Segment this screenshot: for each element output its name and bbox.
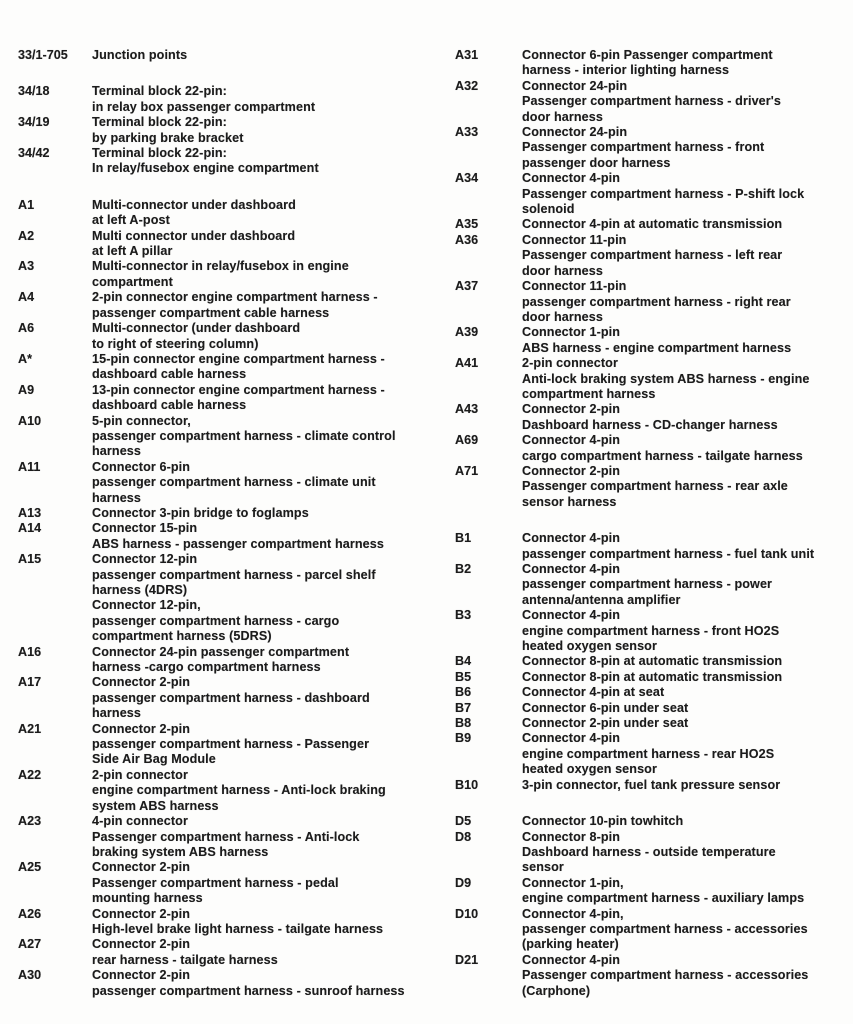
entry-code: A36 [455, 232, 479, 247]
entry-code: A71 [455, 463, 479, 478]
legend-entry [455, 716, 847, 731]
entry-description-line: Side Air Bag Module [92, 752, 216, 767]
legend-entry [18, 146, 432, 177]
entry-description [92, 645, 432, 676]
entry-description-line: antenna/antenna amplifier [522, 592, 681, 607]
entry-code: A9 [18, 382, 35, 397]
entry-description-line: Connector 8-pin at automatic transmission [522, 669, 783, 684]
entry-description [522, 876, 847, 907]
entry-description-line: passenger compartment harness - fuel tank unit [522, 546, 815, 561]
legend-entry [455, 79, 847, 125]
entry-description-line: Connector 2-pin [92, 721, 191, 736]
legend-entry [18, 259, 432, 290]
entry-code: A31 [455, 48, 479, 62]
entry-description [92, 722, 432, 768]
entry-description-line: passenger compartment harness - climate control [92, 428, 396, 443]
entry-description-line: cargo compartment harness - tailgate harness [522, 448, 803, 463]
entry-description [522, 171, 847, 217]
legend-entry [455, 814, 847, 829]
entry-group [18, 84, 432, 176]
entry-code: D9 [455, 875, 472, 890]
entry-code: 34/19 [18, 115, 50, 130]
entry-description [92, 968, 432, 999]
legend-entry [455, 48, 847, 79]
legend-entry [455, 830, 847, 876]
entry-description [92, 814, 432, 860]
entry-description-line: Connector 24-pin passenger compartment [92, 644, 350, 659]
entry-description-line: Connector 1-pin, [522, 875, 624, 890]
legend-entry [455, 125, 847, 171]
entry-description [522, 279, 847, 325]
entry-description-line: solenoid [522, 202, 575, 217]
entry-description [522, 402, 847, 433]
entry-description-line: passenger door harness [522, 155, 671, 170]
entry-description-line: Connector 4-pin [522, 562, 621, 576]
entry-description-line: Passenger compartment harness - pedal [92, 875, 339, 890]
legend-entry [18, 814, 432, 860]
entry-group [455, 531, 847, 793]
entry-code: 34/42 [18, 146, 50, 161]
legend-entry [18, 198, 432, 229]
entry-description [92, 598, 432, 644]
entry-description [92, 290, 432, 321]
entry-code: 34/18 [18, 84, 50, 99]
entry-group [18, 48, 432, 63]
entry-description-line: to right of steering column) [92, 336, 259, 351]
entry-description-line: door harness [522, 109, 603, 124]
entry-description-line: Passenger compartment harness - left rear [522, 248, 783, 263]
legend-entry [18, 115, 432, 146]
entry-code: A1 [18, 197, 35, 212]
entry-description-line: Connector 1-pin [522, 325, 621, 340]
entry-description-line: harness [92, 444, 142, 459]
entry-code: A43 [455, 402, 479, 417]
entry-code: A3 [18, 259, 35, 274]
entry-code: B8 [455, 716, 472, 731]
entry-description [522, 953, 847, 999]
entry-description-line: (Carphone) [522, 983, 591, 998]
entry-description [522, 531, 847, 562]
entry-description-line: Multi-connector under dashboard [92, 197, 296, 212]
entry-group [455, 814, 847, 999]
entry-description-line: Terminal block 22-pin: [92, 146, 227, 161]
entry-code: A6 [18, 321, 35, 336]
entry-description-line: ABS harness - passenger compartment harness [92, 536, 384, 551]
entry-description-line: passenger compartment harness - Passenger [92, 737, 370, 752]
entry-description [92, 675, 432, 721]
legend-entry [18, 598, 432, 644]
entry-description-line: passenger compartment harness - right rear [522, 294, 791, 309]
entry-description [522, 217, 847, 232]
entry-description-line: dashboard cable harness [92, 398, 247, 413]
entry-description [522, 356, 847, 402]
entry-description [92, 460, 432, 506]
legend-entry [18, 722, 432, 768]
entry-code: A34 [455, 171, 479, 186]
entry-description-line: High-level brake light harness - tailgate harness [92, 921, 384, 936]
entry-description [92, 552, 432, 598]
entry-description-line: In relay/fusebox engine compartment [92, 161, 319, 176]
legend-entry [455, 217, 847, 232]
legend-entry [455, 562, 847, 608]
legend-entry [455, 171, 847, 217]
entry-description-line: passenger compartment harness - dashboard [92, 690, 370, 705]
entry-code: A14 [18, 521, 42, 536]
entry-description-line: sensor [522, 860, 564, 875]
entry-code: A23 [18, 814, 42, 829]
legend-column-right [455, 48, 847, 999]
entry-code: A4 [18, 290, 35, 305]
entry-code: B10 [455, 777, 479, 792]
entry-code: A15 [18, 552, 42, 567]
entry-description [522, 654, 847, 669]
entry-code: A16 [18, 644, 42, 659]
entry-description-line: Junction points [92, 48, 188, 62]
legend-entry [455, 907, 847, 953]
legend-entry [455, 778, 847, 793]
entry-description-line: harness -cargo compartment harness [92, 660, 321, 675]
entry-description-line: dashboard cable harness [92, 367, 247, 382]
entry-description [522, 233, 847, 279]
entry-description-line: passenger compartment harness - power [522, 577, 773, 592]
entry-description-line: in relay box passenger compartment [92, 99, 316, 114]
legend-entry [18, 84, 432, 115]
entry-description-line: Connector 2-pin [92, 906, 191, 921]
entry-description-line: door harness [522, 263, 603, 278]
entry-description-line: engine compartment harness - rear HO2S [522, 746, 775, 761]
entry-description-line: Connector 2-pin under seat [522, 716, 689, 731]
entry-description [92, 229, 432, 260]
entry-description [522, 464, 847, 510]
entry-description-line: heated oxygen sensor [522, 639, 657, 654]
entry-description-line: Connector 4-pin [522, 952, 621, 967]
entry-description-line: 2-pin connector [92, 767, 188, 782]
entry-description-line: engine compartment harness - front HO2S [522, 623, 780, 638]
legend-entry [18, 645, 432, 676]
entry-description-line: sensor harness [522, 494, 617, 509]
entry-description-line: Connector 6-pin under seat [522, 700, 689, 715]
entry-group [455, 48, 847, 510]
entry-description [92, 321, 432, 352]
entry-description-line: Connector 2-pin [92, 937, 191, 952]
entry-description [92, 907, 432, 938]
entry-description-line: 15-pin connector engine compartment harness - [92, 351, 385, 366]
legend-entry [18, 937, 432, 968]
entry-code: A41 [455, 356, 479, 371]
entry-description [92, 506, 432, 521]
entry-description-line: harness - interior lighting harness [522, 63, 730, 78]
entry-description-line: Passenger compartment harness - Anti-lock [92, 829, 360, 844]
entry-description-line: Connector 4-pin [522, 608, 621, 623]
entry-description-line: braking system ABS harness [92, 844, 269, 859]
entry-description [92, 198, 432, 229]
entry-code: 33/1-705 [18, 48, 68, 62]
entry-description-line: Multi connector under dashboard [92, 228, 296, 243]
legend-entry [18, 907, 432, 938]
entry-description [522, 433, 847, 464]
entry-description-line: 3-pin connector, fuel tank pressure sensor [522, 777, 781, 792]
legend-entry [18, 352, 432, 383]
entry-description-line: Connector 24-pin [522, 125, 628, 140]
entry-description-line: passenger compartment cable harness [92, 305, 330, 320]
entry-description-line: Connector 2-pin [92, 675, 191, 690]
entry-description-line: Connector 4-pin at automatic transmission [522, 217, 783, 232]
entry-code: B9 [455, 731, 472, 746]
entry-code: B5 [455, 669, 472, 684]
entry-description-line: Passenger compartment harness - front [522, 140, 765, 155]
entry-code: B2 [455, 562, 472, 576]
entry-code: A13 [18, 505, 42, 520]
entry-description-line: Connector 10-pin towhitch [522, 814, 684, 829]
entry-description [92, 352, 432, 383]
entry-description-line: Dashboard harness - CD-changer harness [522, 417, 778, 432]
entry-description-line: Connector 4-pin [522, 731, 621, 746]
entry-code: B6 [455, 685, 472, 700]
entry-description-line: Terminal block 22-pin: [92, 115, 227, 130]
legend-entry [455, 279, 847, 325]
entry-description-line: 5-pin connector, [92, 413, 191, 428]
legend-entry [18, 768, 432, 814]
entry-code: A21 [18, 721, 42, 736]
legend-entry [18, 968, 432, 999]
entry-description [92, 768, 432, 814]
entry-code: A69 [455, 433, 479, 448]
legend-entry [18, 552, 432, 598]
entry-description-line: Connector 4-pin [522, 531, 621, 546]
entry-description [522, 79, 847, 125]
entry-description [92, 521, 432, 552]
legend-entry [455, 685, 847, 700]
entry-code: A33 [455, 125, 479, 140]
entry-code: B3 [455, 608, 472, 623]
entry-code: B4 [455, 654, 472, 669]
entry-description-line: Anti-lock braking system ABS harness - engine [522, 371, 810, 386]
entry-description [522, 731, 847, 777]
entry-code: A25 [18, 860, 42, 875]
legend-entry [455, 731, 847, 777]
entry-description-line: Connector 12-pin [92, 552, 198, 567]
legend-entry [455, 876, 847, 907]
entry-description-line: engine compartment harness - Anti-lock braking [92, 783, 386, 798]
entry-description-line: mounting harness [92, 891, 203, 906]
entry-code: A22 [18, 767, 42, 782]
entry-description-line: Connector 11-pin [522, 232, 627, 247]
entry-description-line: Connector 15-pin [92, 521, 198, 536]
entry-code: D5 [455, 814, 472, 829]
legend-entry [18, 414, 432, 460]
entry-description-line: Connector 6-pin Passenger compartment [522, 48, 773, 62]
legend-entry [18, 383, 432, 414]
entry-description-line: Connector 2-pin [92, 860, 191, 875]
entry-description-line: compartment harness [522, 386, 656, 401]
entry-description-line: rear harness - tailgate harness [92, 952, 278, 967]
entry-description-line: Connector 12-pin, [92, 598, 201, 613]
entry-description-line: Connector 2-pin [522, 463, 621, 478]
entry-description-line: compartment harness (5DRS) [92, 629, 272, 644]
entry-description [92, 414, 432, 460]
legend-entry [18, 48, 432, 63]
legend-entry [455, 402, 847, 433]
legend-entry [455, 433, 847, 464]
entry-description-line: passenger compartment harness - sunroof harness [92, 983, 405, 998]
entry-description-line: Connector 8-pin [522, 829, 621, 844]
entry-description-line: Connector 8-pin at automatic transmission [522, 654, 783, 669]
entry-code: A37 [455, 279, 479, 294]
legend-entry [18, 321, 432, 352]
entry-description [522, 48, 847, 79]
entry-description-line: door harness [522, 309, 603, 324]
entry-description-line: at left A-post [92, 213, 170, 228]
entry-description-line: Connector 3-pin bridge to foglamps [92, 505, 309, 520]
entry-description-line: Connector 4-pin at seat [522, 685, 665, 700]
entry-description-line: Dashboard harness - outside temperature [522, 844, 776, 859]
legend-entry [455, 356, 847, 402]
entry-description-line: ABS harness - engine compartment harness [522, 340, 792, 355]
legend-entry [455, 325, 847, 356]
entry-description-line: Multi-connector in relay/fusebox in engine [92, 259, 349, 274]
entry-description [92, 259, 432, 290]
entry-description-line: Connector 6-pin [92, 459, 191, 474]
entry-description-line: system ABS harness [92, 798, 219, 813]
legend-entry [455, 464, 847, 510]
entry-code: A27 [18, 937, 42, 952]
entry-description [522, 701, 847, 716]
entry-description-line: engine compartment harness - auxiliary lamps [522, 891, 805, 906]
entry-description [522, 562, 847, 608]
entry-description [92, 146, 432, 177]
entry-description [92, 48, 432, 63]
legend-entry [455, 701, 847, 716]
entry-code: A17 [18, 675, 42, 690]
entry-description-line: passenger compartment harness - accessories [522, 921, 808, 936]
legend-entry [18, 460, 432, 506]
entry-description-line: passenger compartment harness - climate unit [92, 475, 376, 490]
entry-description-line: 2-pin connector [522, 356, 618, 371]
legend-entry [455, 953, 847, 999]
entry-description-line: at left A pillar [92, 244, 173, 259]
legend-entry [18, 229, 432, 260]
entry-description-line: (parking heater) [522, 937, 619, 952]
entry-description-line: heated oxygen sensor [522, 762, 657, 777]
entry-description [92, 860, 432, 906]
entry-code: D21 [455, 952, 479, 967]
entry-description-line: Connector 4-pin [522, 433, 621, 448]
entry-description-line: Connector 2-pin [92, 968, 191, 983]
entry-description-line: Connector 4-pin [522, 171, 621, 186]
entry-description-line: Multi-connector (under dashboard [92, 321, 301, 336]
legend-entry [18, 290, 432, 321]
entry-description-line: Connector 2-pin [522, 402, 621, 417]
legend-entry [18, 860, 432, 906]
entry-description-line: Connector 24-pin [522, 78, 628, 93]
legend-entry [455, 654, 847, 669]
entry-description-line: by parking brake bracket [92, 130, 244, 145]
legend-entry [18, 675, 432, 721]
entry-code: A10 [18, 413, 42, 428]
entry-description-line: harness [92, 706, 142, 721]
entry-description [522, 814, 847, 829]
entry-description-line: passenger compartment harness - cargo [92, 613, 340, 628]
entry-description [522, 670, 847, 685]
entry-description [522, 685, 847, 700]
entry-description [92, 383, 432, 414]
entry-description-line: harness [92, 490, 142, 505]
legend-entry [455, 670, 847, 685]
legend-entry [18, 506, 432, 521]
entry-description-line: 2-pin connector engine compartment harness - [92, 290, 378, 305]
entry-description-line: Passenger compartment harness - driver's [522, 94, 781, 109]
legend-entry [455, 233, 847, 279]
entry-code: A35 [455, 217, 479, 232]
entry-description [92, 84, 432, 115]
entry-description-line: 4-pin connector [92, 814, 188, 829]
entry-description [522, 325, 847, 356]
legend-column-left [18, 48, 432, 999]
entry-description [522, 608, 847, 654]
entry-code: A39 [455, 325, 479, 340]
entry-description-line: harness (4DRS) [92, 583, 188, 597]
entry-code: B7 [455, 700, 472, 715]
entry-description [522, 830, 847, 876]
entry-description-line: Passenger compartment harness - P-shift lock [522, 186, 805, 201]
entry-description [522, 716, 847, 731]
entry-description [522, 907, 847, 953]
entry-code: D8 [455, 829, 472, 844]
entry-description-line: Connector 4-pin, [522, 906, 624, 921]
legend-entry [455, 608, 847, 654]
entry-description [92, 937, 432, 968]
entry-code: D10 [455, 906, 479, 921]
entry-description-line: passenger compartment harness - parcel shelf [92, 567, 376, 582]
entry-description [522, 125, 847, 171]
entry-code: A30 [18, 968, 42, 983]
entry-code: A* [18, 351, 32, 366]
entry-code: A32 [455, 78, 479, 93]
entry-description-line: 13-pin connector engine compartment harness - [92, 382, 385, 397]
entry-description [92, 115, 432, 146]
entry-code: A11 [18, 459, 41, 474]
entry-code: A26 [18, 906, 42, 921]
legend-entry [455, 531, 847, 562]
legend-entry [18, 521, 432, 552]
entry-description [522, 778, 847, 793]
entry-description-line: Passenger compartment harness - rear axle [522, 479, 788, 494]
entry-description-line: Passenger compartment harness - accessories [522, 968, 809, 983]
entry-description-line: Connector 11-pin [522, 279, 627, 294]
entry-description-line: compartment [92, 274, 173, 289]
entry-group [18, 198, 432, 999]
entry-code: B1 [455, 531, 472, 546]
entry-code: A2 [18, 228, 35, 243]
entry-description-line: Terminal block 22-pin: [92, 84, 227, 99]
